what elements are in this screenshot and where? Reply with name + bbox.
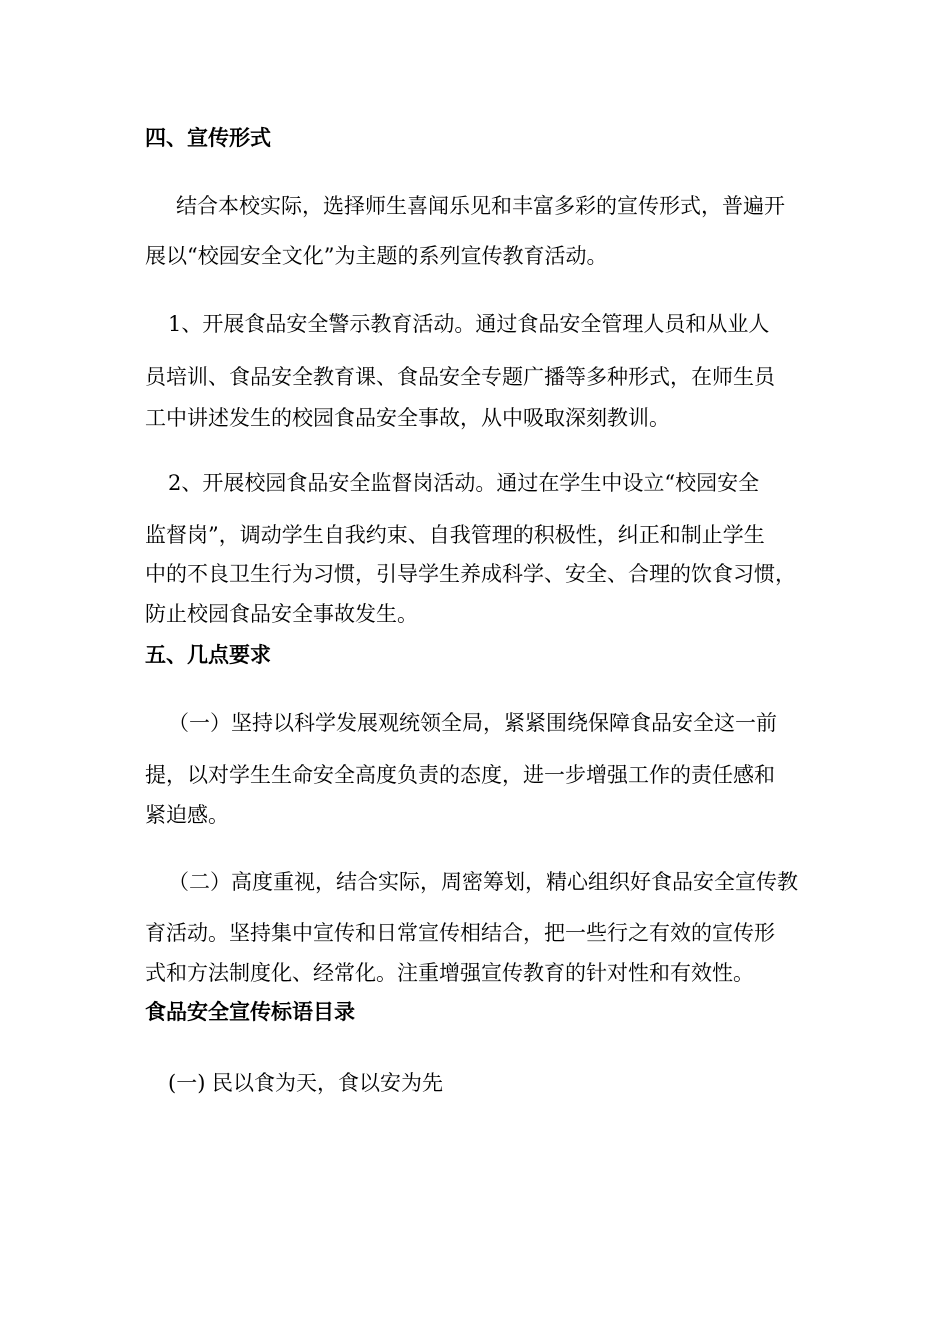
slogan-item-1: (一) 民以食为天，食以安为先 [168,1071,444,1095]
item-2-line-1: 2、开展校园食品安全监督岗活动。通过在学生中设立“校园安全 [168,471,760,495]
slogans-heading: 食品安全宣传标语目录 [145,1000,355,1024]
requirement-2-line-2: 育活动。坚持集中宣传和日常宣传相结合，把一些行之有效的宣传形 [145,921,775,945]
requirement-1-line-1: （一）坚持以科学发展观统领全局，紧紧围绕保障食品安全这一前 [168,711,777,735]
requirement-1-line-2: 提，以对学生生命安全高度负责的态度，进一步增强工作的责任感和 [145,763,775,787]
item-2-line-3: 中的不良卫生行为习惯，引导学生养成科学、安全、合理的饮食习惯， [145,562,796,586]
requirement-1-line-3: 紧迫感。 [145,803,229,827]
item-1-line-1: 1、开展食品安全警示教育活动。通过食品安全管理人员和从业人 [168,312,770,336]
item-1-line-2: 员培训、食品安全教育课、食品安全专题广播等多种形式，在师生员 [145,365,775,389]
section-5-heading: 五、几点要求 [145,643,271,667]
item-1-line-3: 工中讲述发生的校园食品安全事故，从中吸取深刻教训。 [145,406,670,430]
requirement-2-line-1: （二）高度重视，结合实际，周密筹划，精心组织好食品安全宣传教 [168,870,798,894]
requirement-2-line-3: 式和方法制度化、经常化。注重增强宣传教育的针对性和有效性。 [145,961,754,985]
item-2-line-4: 防止校园食品安全事故发生。 [145,602,418,626]
section-4-intro-line-1: 结合本校实际，选择师生喜闻乐见和丰富多彩的宣传形式，普遍开 [176,194,785,218]
section-4-intro-line-2: 展以“校园安全文化”为主题的系列宣传教育活动。 [145,244,608,268]
item-2-line-2: 监督岗”，调动学生自我约束、自我管理的积极性，纠正和制止学生 [145,523,765,547]
section-4-heading: 四、宣传形式 [145,126,271,150]
